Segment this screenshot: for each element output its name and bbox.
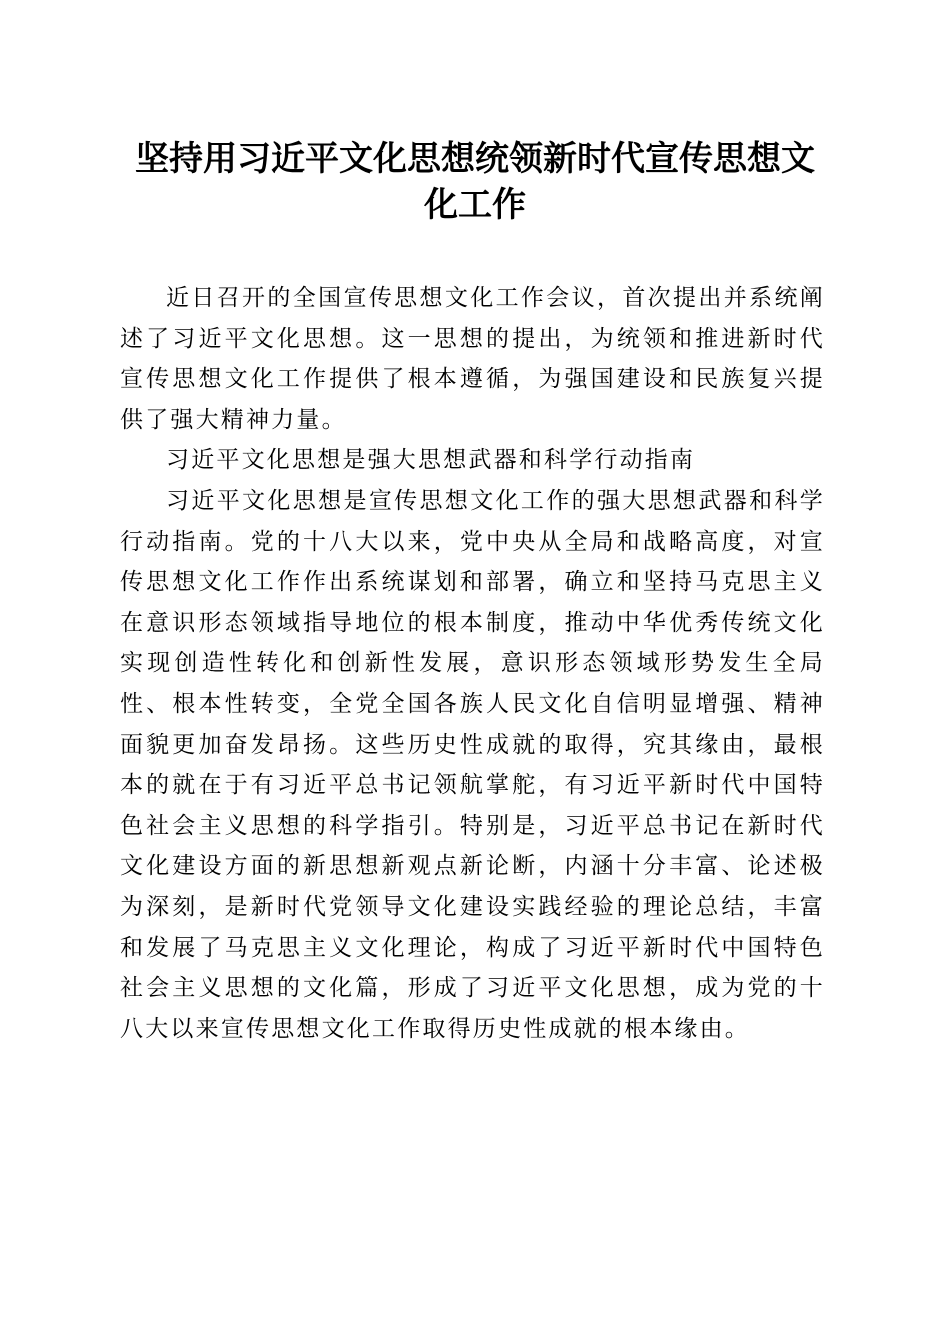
document-body xyxy=(120,278,825,1049)
document-title xyxy=(100,136,850,228)
body-paragraph: 习近平文化思想是宣传思想文化工作的强大思想武器和科学行动指南。党的十八大以来，党中央从全局和战略高度，对宣传思想文化工作作出系统谋划和部署，确立和坚持马克思主义在意识形态领域指导地位的根本制度，推动中华优秀传统文化实现创造性转化和创新性发展，意识形态领域形势发生全局性、根本性转变，全党全国各族人民文化自信明显增强、精神面貌更加奋发昂扬。这些历史性成就的取得，究其缘由，最根本的就在于有习近平总书记领航掌舵，有习近平新时代中国特色社会主义思想的科学指引。特别是，习近平总书记在新时代文化建设方面的新思想新观点新论断，内涵十分丰富、论述极为深刻，是新时代党领导文化建设实践经验的理论总结，丰富和发展了马克思主义文化理论，构成了习近平新时代中国特色社会主义思想的文化篇，形成了习近平文化思想，成为党的十八大以来宣传思想文化工作取得历史性成就的根本缘由。 xyxy=(120,487,825,1042)
section-heading: 习近平文化思想是强大思想武器和科学行动指南 xyxy=(166,447,696,474)
intro-paragraph: 近日召开的全国宣传思想文化工作会议，首次提出并系统阐述了习近平文化思想。这一思想的提出，为统领和推进新时代宣传思想文化工作提供了根本遵循，为强国建设和民族复兴提供了强大精神力量。 xyxy=(120,285,825,433)
document-title-line-1: 坚持用习近平文化思想统领新时代宣传思想文 xyxy=(135,139,815,179)
document-title-line-2: 化工作 xyxy=(424,185,526,225)
